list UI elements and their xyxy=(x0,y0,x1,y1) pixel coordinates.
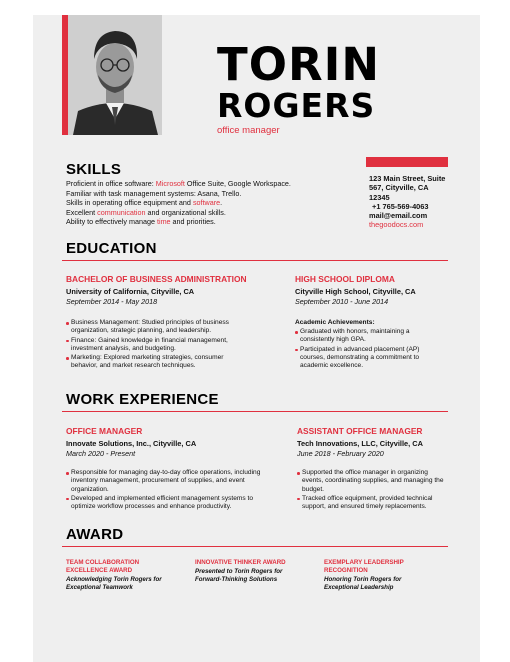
job-position: ASSISTANT OFFICE MANAGER xyxy=(297,426,423,436)
bullet-item: Business Management: Studied principles of business organization, strategic planning, and leadership. xyxy=(66,319,246,336)
skill-line: Proficient in office software: Microsoft Office Suite, Google Workspace. xyxy=(66,179,291,188)
work-entry xyxy=(297,426,447,512)
school-name: University of California, Cityville, CA xyxy=(66,287,195,296)
last-name: ROGERS xyxy=(217,86,376,125)
education-bullets xyxy=(66,319,246,371)
education-entry xyxy=(295,274,445,371)
education-divider xyxy=(62,260,448,261)
skill-line: Ability to effectively manage time and priorities. xyxy=(66,217,216,227)
award-entry xyxy=(324,559,429,592)
bullet-item: Finance: Gained knowledge in financial management, investment analysis, and budgeting. xyxy=(66,337,246,354)
skills-heading: SKILLS xyxy=(66,161,122,178)
degree-title: HIGH SCHOOL DIPLOMA xyxy=(295,274,395,284)
work-dates: March 2020 - Present xyxy=(66,449,136,458)
bullet-item: Marketing: Explored marketing strategies, consumer behavior, and market research techniques. xyxy=(66,354,246,371)
award-description: Acknowledging Torin Rogers for Exceptional Teamwork xyxy=(66,576,162,591)
award-description: Honoring Torin Rogers for Exceptional Leadership xyxy=(324,576,402,591)
degree-title: BACHELOR OF BUSINESS ADMINISTRATION xyxy=(66,274,247,284)
address-line: 12345 xyxy=(369,192,390,202)
address-line: 567, Cityville, CA xyxy=(369,183,429,193)
award-title: INNOVATIVE THINKER AWARD xyxy=(195,559,286,566)
award-entry xyxy=(195,559,300,584)
bullet-item: Supported the office manager in organizing events, coordinating supplies, and managing the budget. xyxy=(297,469,447,494)
education-dates: September 2010 - June 2014 xyxy=(295,297,389,306)
bullet-item: Developed and implemented efficient management systems to optimize workflow processes and enhance productivity. xyxy=(66,495,271,512)
bullet-item: Tracked office equipment, provided technical support, and ensured timely replacements. xyxy=(297,495,447,512)
profile-photo xyxy=(68,15,162,135)
award-title: EXEMPLARY LEADERSHIP RECOGNITION xyxy=(324,559,404,574)
achievements-subhead: Academic Achievements: xyxy=(295,319,375,326)
website-link[interactable]: thegoodocs.com xyxy=(369,220,424,230)
skill-line: Skills in operating office equipment and software. xyxy=(66,198,223,208)
address-line: 123 Main Street, Suite xyxy=(369,174,446,183)
education-heading: EDUCATION xyxy=(66,240,157,257)
email-address: mail@email.com xyxy=(369,211,428,221)
education-bullets xyxy=(295,328,425,370)
school-name: Cityville High School, Cityville, CA xyxy=(295,287,416,296)
bullet-item: Graduated with honors, maintaining a consistently high GPA. xyxy=(295,328,425,345)
work-heading: WORK EXPERIENCE xyxy=(66,391,219,408)
work-entry xyxy=(66,426,276,512)
contact-block xyxy=(369,174,445,230)
bullet-item: Participated in advanced placement (AP) courses, demonstrating a commitment to academic excellence. xyxy=(295,346,425,371)
contact-accent-bar xyxy=(366,157,448,167)
company-name: Tech Innovations, LLC, Cityville, CA xyxy=(297,439,423,448)
phone-number: +1 765-569-4063 xyxy=(372,201,429,211)
skill-line: Excellent communication and organizational skills. xyxy=(66,207,226,217)
award-entry xyxy=(66,559,176,592)
work-bullets xyxy=(297,469,447,511)
company-name: Innovate Solutions, Inc., Cityville, CA xyxy=(66,439,197,448)
work-dates: June 2018 - February 2020 xyxy=(297,449,384,458)
award-heading: AWARD xyxy=(66,526,124,543)
award-description: Presented to Torin Rogers for Forward-Thinking Solutions xyxy=(195,568,283,583)
job-title: office manager xyxy=(217,125,280,136)
work-bullets xyxy=(66,469,271,511)
award-divider xyxy=(62,546,448,547)
bullet-item: Responsible for managing day-to-day office operations, including inventory management, procurement of supplies, and event organization. xyxy=(66,469,271,494)
skills-list xyxy=(66,179,291,227)
award-title: TEAM COLLABORATION EXCELLENCE AWARD xyxy=(66,559,140,574)
first-name: TORIN xyxy=(217,38,381,91)
education-dates: September 2014 - May 2018 xyxy=(66,297,158,306)
work-divider xyxy=(62,411,448,412)
education-entry xyxy=(66,274,261,372)
skill-line: Familiar with task management systems: Asana, Trello. xyxy=(66,188,242,198)
job-position: OFFICE MANAGER xyxy=(66,426,143,436)
